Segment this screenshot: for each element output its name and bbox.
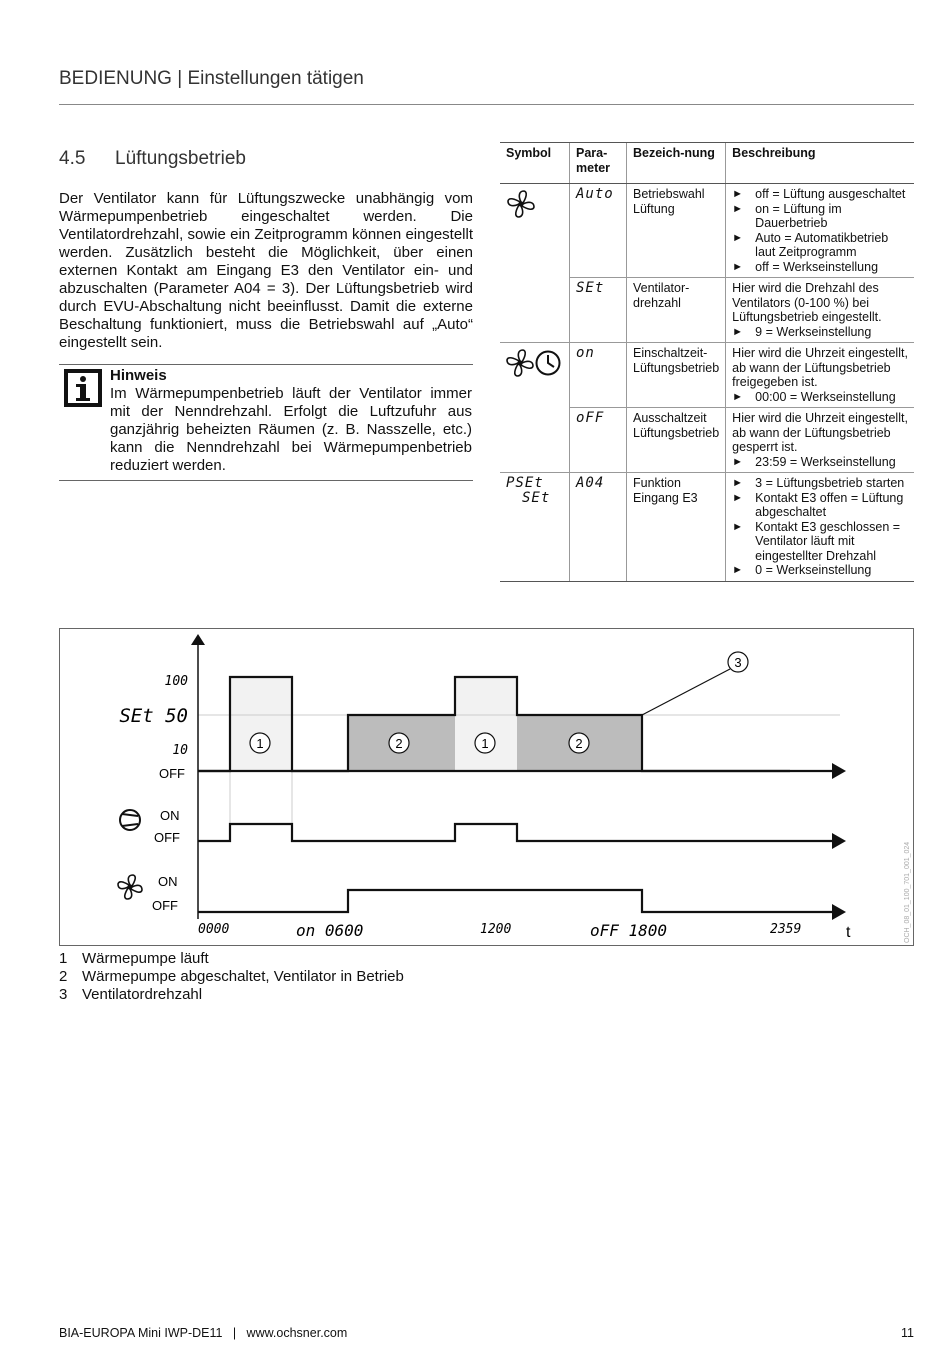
table-row <box>500 473 914 582</box>
legend-item <box>59 950 404 968</box>
callout-1a-text: 1 <box>256 736 264 751</box>
section-title <box>59 148 246 170</box>
compressor-icon <box>120 810 140 830</box>
param-off: oFF <box>570 408 627 473</box>
name-cell: Funktion Eingang E3 <box>627 473 726 582</box>
note-text: Im Wärmepumpenbetrieb läuft der Ventilator immer mit der Nenndrehzahl. Erfolgt die Luftzufuhr aus ganzjährig beheizten Räumen (z. B. Nasszelle, etc.) kann die Nenndrehzahl bei Wärmepumpenbetrieb reduziert werden. <box>110 385 472 474</box>
page-number: 11 <box>901 1326 914 1340</box>
col-description: Beschreibung <box>726 143 914 184</box>
desc-item: ► on = Lüftung im Dauerbetrieb <box>732 202 908 231</box>
fan-off-label: OFF <box>152 898 178 913</box>
symbol-cell <box>500 473 570 582</box>
time-1200: 1200 <box>480 922 512 937</box>
legend <box>59 950 404 1004</box>
desc-item: ► off = Werkseinstellung <box>732 260 908 275</box>
section-title-text: Lüftungsbetrieb <box>115 148 246 169</box>
wp-running-area-2 <box>455 677 517 771</box>
header-rule <box>59 104 914 105</box>
compressor-trace <box>198 824 835 841</box>
fan-arrow <box>832 904 846 920</box>
param-auto: Auto <box>570 184 627 278</box>
desc-text: Hier wird die Uhrzeit eingestellt, ab wann der Lüftungsbetrieb gesperrt ist. <box>732 411 908 454</box>
table-row <box>500 343 914 408</box>
fan-trace <box>198 890 835 912</box>
section-body: Der Ventilator kann für Lüftungszwecke unabhängig vom Wärmepumpenbetrieb eingeschaltet werden. Die Ventilatordrehzahl, sowie ein Zeitprogramm können eingestellt werden. Zusätzlich besteht die Möglichkeit, über einen externen Kontakt am Eingang E3 den Ventilator ein- und abzuschalten (Parameter A04 = 3). Der Lüftungsbetrieb wird durch EVU-Abschaltung nicht beeinflusst. Damit die externe Beschaltung funktioniert, muss die Betriebswahl auf „Auto“ eingestellt sein. <box>59 190 473 351</box>
callout-2b-text: 2 <box>575 736 583 751</box>
compressor-off-label: OFF <box>154 830 180 845</box>
symbol-cell <box>500 343 570 473</box>
figure-code: OCH_08_01_100_701_001_024 <box>904 841 911 943</box>
legend-number: 2 <box>59 968 68 985</box>
desc-item: ► 00:00 = Werkseinstellung <box>732 390 908 405</box>
t-label: t <box>846 924 851 941</box>
legend-text: Ventilatordrehzahl <box>82 986 203 1003</box>
footer-left: BIA-EUROPA Mini IWP-DE11 | www.ochsner.com <box>59 1326 348 1340</box>
param-on: on <box>570 343 627 408</box>
symbol-set: SEt <box>522 489 551 506</box>
parameter-table <box>500 142 914 582</box>
desc-item: ► off = Lüftung ausgeschaltet <box>732 187 908 202</box>
fan-clock-icon <box>506 348 562 378</box>
timing-diagram-svg <box>60 629 913 945</box>
desc-item: ► Kontakt E3 offen = Lüftung abgeschaltet <box>732 491 908 520</box>
col-name: Bezeich-nung <box>627 143 726 184</box>
page-header: BEDIENUNG | Einstellungen tätigen <box>59 68 364 89</box>
time-off-1800: oFF 1800 <box>590 921 668 940</box>
fan-icon <box>506 189 536 219</box>
desc-item: ► 3 = Lüftungsbetrieb starten <box>732 476 908 491</box>
fan-icon <box>118 875 142 899</box>
time-2359: 2359 <box>770 922 802 937</box>
label-100: 100 <box>164 674 188 689</box>
wp-running-area-1 <box>230 677 292 771</box>
timing-diagram <box>59 628 914 946</box>
legend-text: Wärmepumpe läuft <box>82 950 209 967</box>
desc-cell <box>726 343 914 408</box>
col-parameter: Para-meter <box>570 143 627 184</box>
legend-number: 1 <box>59 950 68 967</box>
info-icon <box>63 368 103 408</box>
desc-item: ► Auto = Automatikbetrieb laut Zeitprogramm <box>732 231 908 260</box>
y-axis-arrow <box>191 634 205 645</box>
label-set-50: SEt 50 <box>119 705 188 727</box>
desc-cell <box>726 408 914 473</box>
symbol-pset: PSEt <box>506 475 544 491</box>
speed-arrow <box>832 763 846 779</box>
time-0000: 0000 <box>198 922 230 937</box>
note-rule-top <box>59 364 473 365</box>
param-a04: A04 <box>570 473 627 582</box>
desc-cell <box>726 473 914 582</box>
desc-text: Hier wird die Uhrzeit eingestellt, ab wann der Lüftungsbetrieb freigegeben ist. <box>732 346 908 389</box>
name-cell: Einschaltzeit-Lüftungsbetrieb <box>627 343 726 408</box>
section-number: 4.5 <box>59 148 86 169</box>
time-on-0600: on 0600 <box>296 921 364 940</box>
callout-2a-text: 2 <box>395 736 403 751</box>
note-rule-bottom <box>59 480 473 481</box>
desc-text: Hier wird die Drehzahl des Ventilators (0-100 %) bei Lüftungsbetrieb eingestellt. <box>732 281 882 324</box>
name-cell: Betriebswahl Lüftung <box>627 184 726 278</box>
note-title: Hinweis <box>110 367 167 384</box>
col-symbol: Symbol <box>500 143 570 184</box>
compressor-arrow <box>832 833 846 849</box>
legend-number: 3 <box>59 986 68 1003</box>
desc-item: ► 23:59 = Werkseinstellung <box>732 455 908 470</box>
callout-3-text: 3 <box>734 655 742 670</box>
desc-item: ► 0 = Werkseinstellung <box>732 563 908 578</box>
callout-1b-text: 1 <box>481 736 489 751</box>
name-cell: Ventilator-drehzahl <box>627 278 726 343</box>
desc-cell <box>726 278 914 343</box>
name-cell: Ausschaltzeit Lüftungsbetrieb <box>627 408 726 473</box>
symbol-cell <box>500 184 570 343</box>
legend-item <box>59 986 404 1004</box>
label-off: OFF <box>159 766 185 781</box>
desc-item: ► 9 = Werkseinstellung <box>732 325 908 340</box>
compressor-on-label: ON <box>160 808 180 823</box>
label-10: 10 <box>172 743 188 758</box>
callout-3-leader <box>642 669 730 715</box>
desc-item: ► Kontakt E3 geschlossen = Ventilator läuft mit eingestellter Drehzahl <box>732 520 908 564</box>
fan-on-label: ON <box>158 874 178 889</box>
legend-item <box>59 968 404 986</box>
param-set: SEt <box>570 278 627 343</box>
desc-cell <box>726 184 914 278</box>
legend-text: Wärmepumpe abgeschaltet, Ventilator in Betrieb <box>82 968 404 985</box>
table-header-row <box>500 143 914 184</box>
table-row <box>500 184 914 278</box>
